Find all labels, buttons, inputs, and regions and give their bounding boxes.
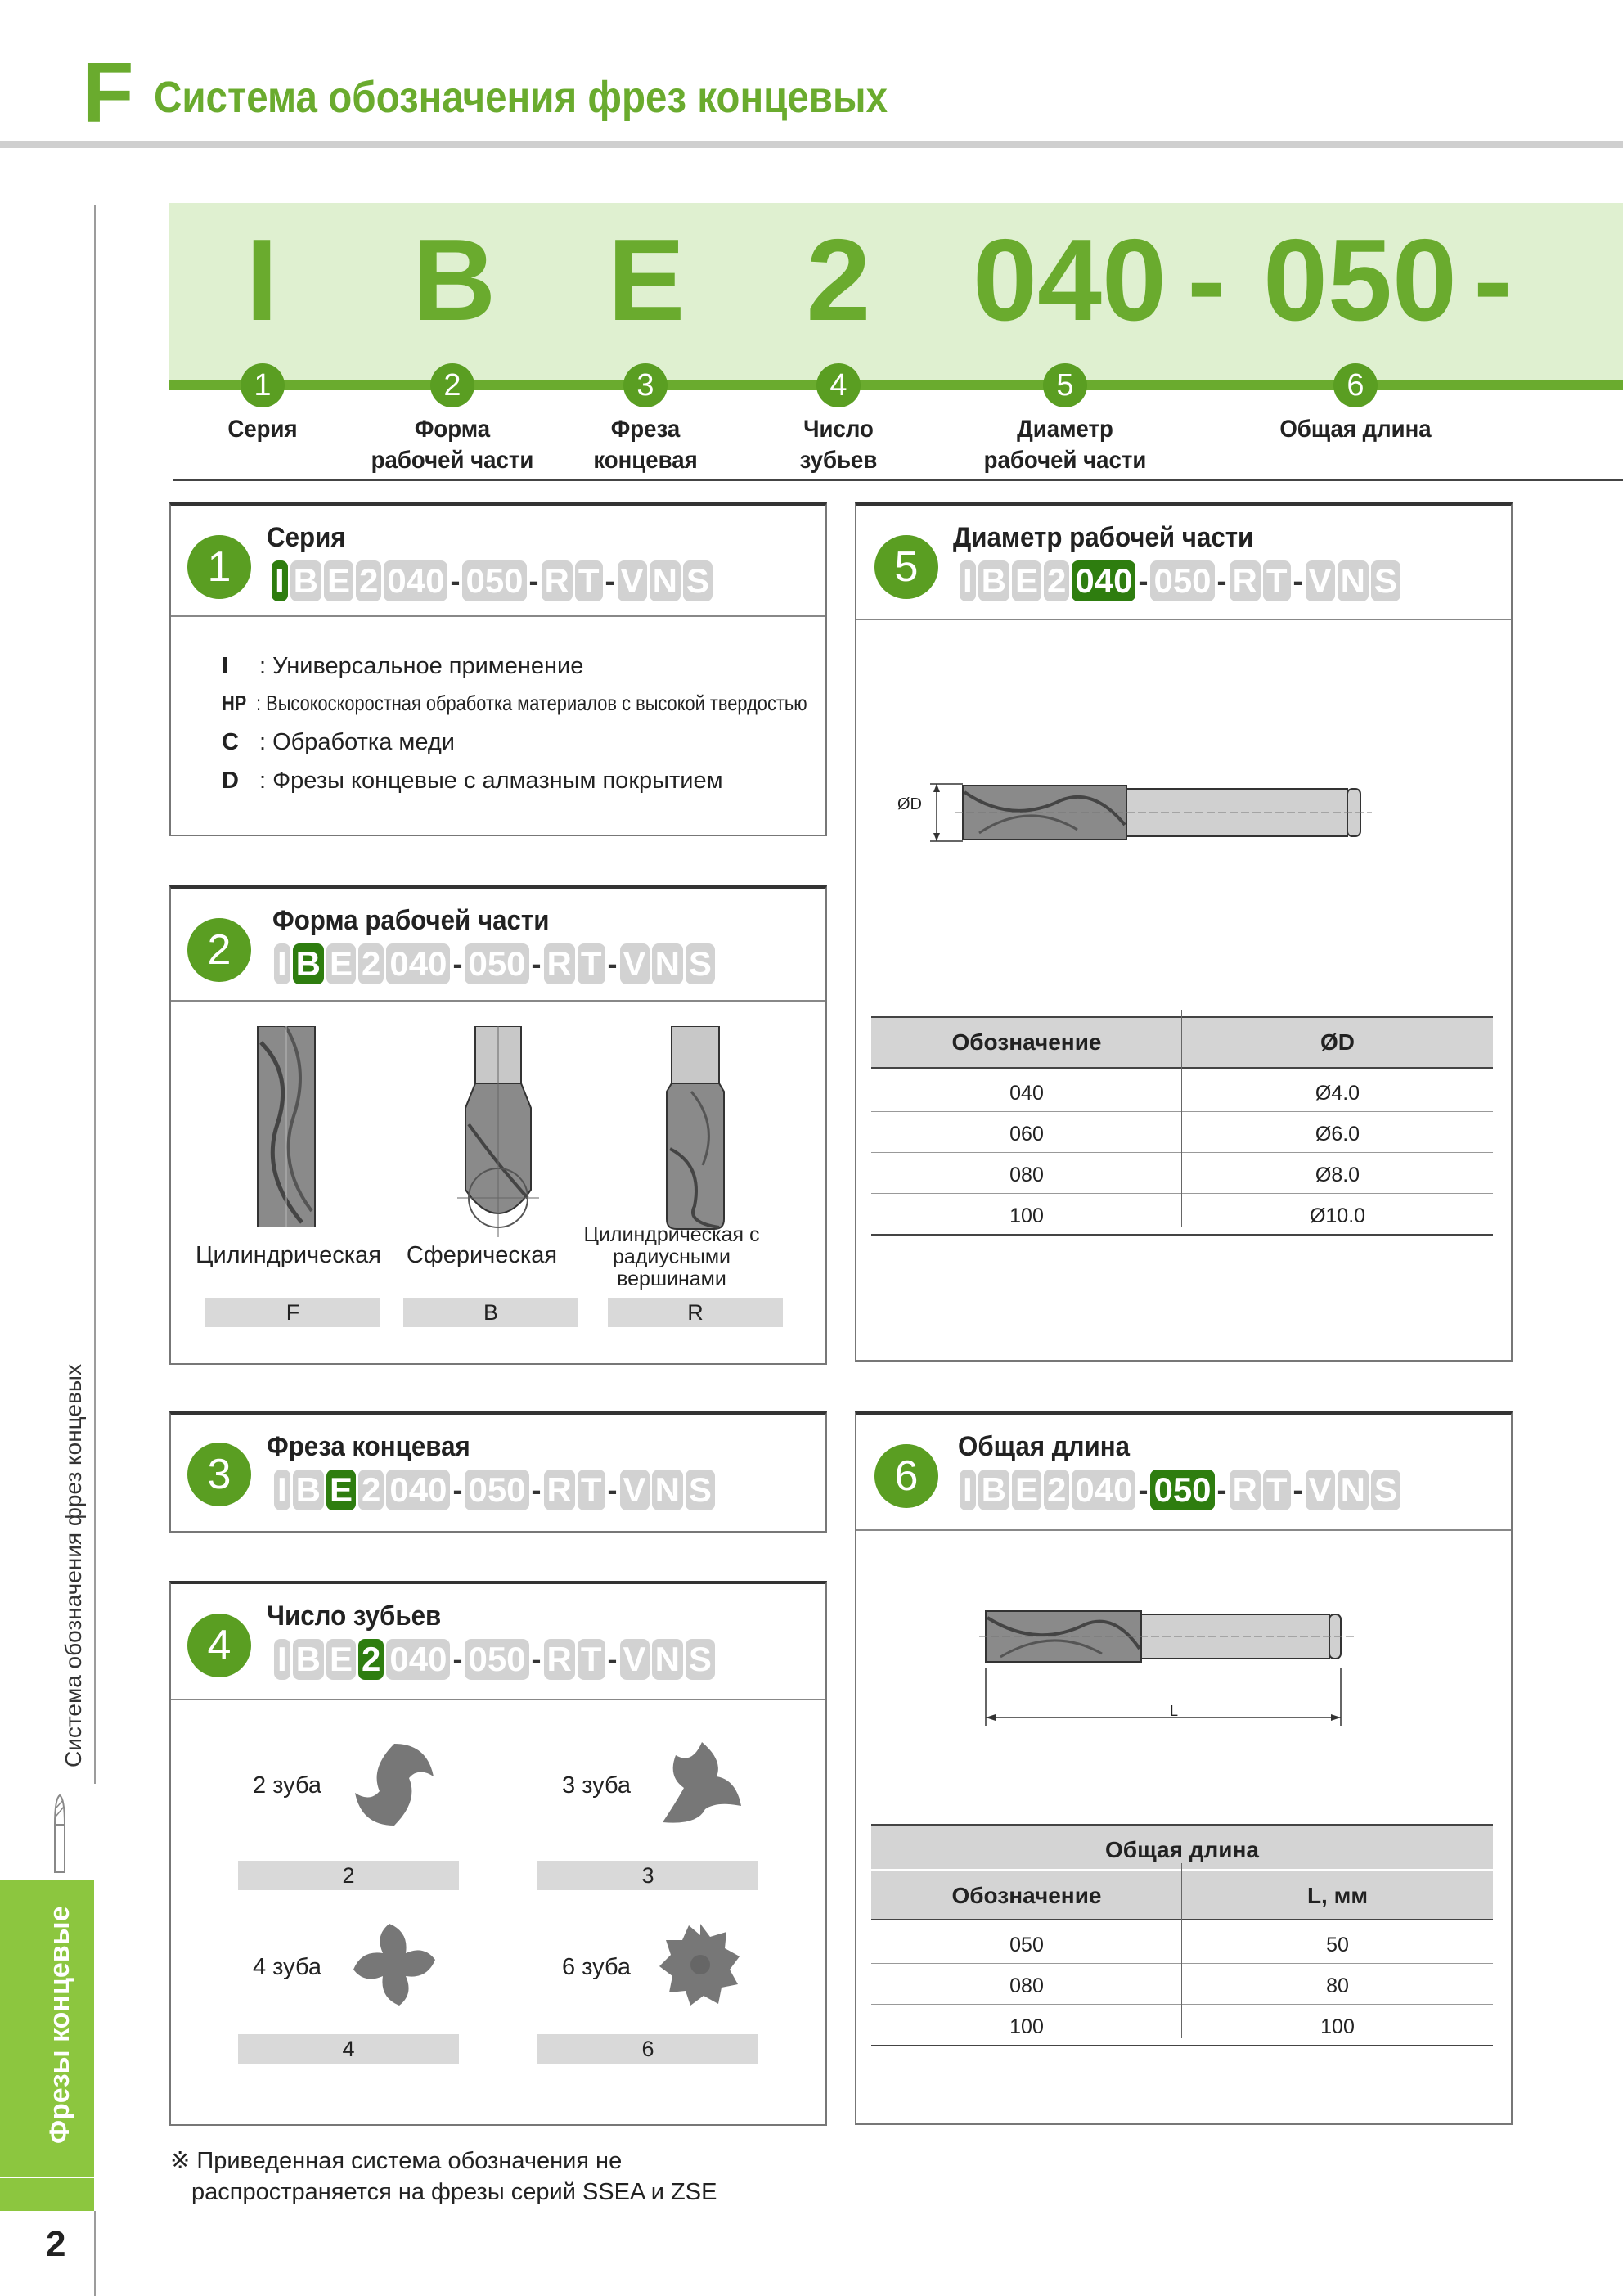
section-number: 4 bbox=[187, 1614, 251, 1677]
column-header: Обозначение bbox=[951, 1883, 1102, 1908]
code-segment: 040 bbox=[1072, 1470, 1135, 1510]
shape-name: Сферическая bbox=[406, 1242, 558, 1268]
section-divider bbox=[856, 1529, 1511, 1531]
section-title: Число зубьев bbox=[267, 1600, 442, 1632]
section-divider bbox=[171, 1699, 825, 1700]
section-length bbox=[855, 1411, 1513, 2125]
section-letter: F bbox=[82, 46, 134, 141]
code-band-line bbox=[169, 380, 1623, 390]
code-segment: 2 bbox=[358, 1639, 384, 1680]
code-segment: R bbox=[544, 943, 575, 984]
section-diameter bbox=[855, 502, 1513, 1362]
code-char-dash: - bbox=[1187, 215, 1226, 345]
table-cell: 100 bbox=[1320, 2015, 1355, 2038]
code-segment: T bbox=[578, 943, 605, 984]
code-segment: E bbox=[324, 560, 353, 601]
side-tab-letter: F bbox=[0, 2178, 94, 2211]
table-caption: Общая длина bbox=[1105, 1837, 1259, 1862]
code-segment: R bbox=[544, 1639, 575, 1680]
code-dash: - bbox=[1293, 564, 1303, 597]
ball-end-mill-image bbox=[457, 1026, 539, 1237]
position-label: Общая длина bbox=[1279, 416, 1432, 443]
code-char-series: I bbox=[245, 215, 278, 345]
code-segment: B bbox=[978, 1470, 1009, 1510]
position-label: Фреза концевая bbox=[593, 416, 698, 474]
code-segment: R bbox=[1230, 560, 1261, 601]
row-divider bbox=[871, 1963, 1493, 1964]
row-divider bbox=[871, 2004, 1493, 2005]
table-cell: Ø6.0 bbox=[1315, 1123, 1360, 1146]
code-dash: - bbox=[607, 1642, 618, 1676]
series-item: I : Универсальное применение bbox=[222, 653, 584, 679]
table-rule bbox=[871, 1919, 1493, 1920]
code-dash: - bbox=[1216, 1473, 1227, 1506]
code-segment: S bbox=[683, 560, 713, 601]
position-label: Число зубьев bbox=[799, 416, 878, 474]
code-segment: I bbox=[274, 1639, 290, 1680]
code-dash: - bbox=[1293, 1473, 1303, 1506]
table-cell: 050 bbox=[1009, 1934, 1044, 1956]
code-segment: 040 bbox=[1072, 560, 1135, 601]
code-dash: - bbox=[607, 947, 618, 980]
table-rule bbox=[871, 1067, 1493, 1069]
header-rule bbox=[0, 141, 1623, 148]
row-divider bbox=[871, 1152, 1493, 1153]
end-mill-length-drawing bbox=[971, 1603, 1396, 1734]
position-marker-3: 3 bbox=[623, 363, 668, 407]
code-segment: V bbox=[620, 1639, 650, 1680]
teeth-label: 3 зуба bbox=[562, 1772, 632, 1799]
code-segment: V bbox=[1306, 560, 1335, 601]
code-dash: - bbox=[452, 947, 463, 980]
teeth-code: 2 bbox=[238, 1861, 459, 1890]
code-dash: - bbox=[605, 564, 615, 597]
code-segment: S bbox=[686, 1470, 715, 1510]
code-segment: N bbox=[1338, 560, 1369, 601]
shape-code: R bbox=[608, 1298, 783, 1327]
section-title: Диаметр рабочей части bbox=[953, 522, 1254, 553]
code-segment: 040 bbox=[386, 1639, 450, 1680]
diameter-label: ØD bbox=[897, 795, 922, 813]
section-number: 1 bbox=[187, 535, 251, 599]
footnote-line: Приведенная система обозначения не bbox=[196, 2148, 623, 2174]
footnote-line: распространяется на фрезы серий SSEA и ZSE bbox=[191, 2179, 717, 2205]
section-title: Фреза концевая bbox=[267, 1431, 470, 1462]
section-teeth bbox=[169, 1581, 827, 2126]
code-char-shape: B bbox=[411, 215, 497, 345]
shape-name: Цилиндрическая bbox=[196, 1242, 381, 1268]
codebar bbox=[960, 560, 1400, 602]
code-segment: 050 bbox=[1150, 1470, 1214, 1510]
table-header bbox=[871, 1826, 1493, 1919]
table-cell: 080 bbox=[1009, 1164, 1044, 1186]
code-segment: 050 bbox=[1150, 560, 1214, 601]
code-char-length: 050 bbox=[1263, 215, 1457, 345]
column-header: ØD bbox=[1320, 1029, 1355, 1055]
code-segment: 040 bbox=[386, 1470, 450, 1510]
column-header: L, мм bbox=[1306, 1883, 1369, 1908]
code-dash: - bbox=[1138, 564, 1149, 597]
code-segment: N bbox=[1338, 1470, 1369, 1510]
code-segment: E bbox=[326, 1470, 356, 1510]
code-segment: N bbox=[652, 1470, 683, 1510]
code-segment: 040 bbox=[386, 943, 450, 984]
position-marker-4: 4 bbox=[816, 363, 861, 407]
code-segment: 2 bbox=[1044, 560, 1069, 601]
section-number: 6 bbox=[874, 1444, 938, 1508]
section-divider bbox=[856, 619, 1511, 620]
position-marker-1: 1 bbox=[241, 363, 285, 407]
code-segment: N bbox=[650, 560, 681, 601]
teeth-code: 6 bbox=[537, 2034, 758, 2064]
side-vertical-title: Система обозначения фрез концевых bbox=[61, 1364, 86, 1767]
code-dash: - bbox=[1216, 564, 1227, 597]
end-mill-icon bbox=[47, 1792, 72, 1874]
position-marker-6: 6 bbox=[1333, 363, 1378, 407]
page-title: Система обозначения фрез концевых bbox=[154, 73, 888, 122]
code-segment: V bbox=[620, 943, 650, 984]
code-segment: B bbox=[293, 1470, 324, 1510]
position-marker-5: 5 bbox=[1043, 363, 1087, 407]
section-number: 3 bbox=[187, 1443, 251, 1506]
code-segment: I bbox=[274, 943, 290, 984]
footnote-mark: ※ bbox=[170, 2148, 191, 2174]
position-marker-2: 2 bbox=[430, 363, 474, 407]
end-mill-diameter-drawing bbox=[914, 776, 1437, 849]
code-dash: - bbox=[607, 1473, 618, 1506]
code-band-underline bbox=[173, 479, 1623, 481]
code-segment: B bbox=[293, 943, 324, 984]
code-segment: E bbox=[1012, 560, 1041, 601]
section-title: Общая длина bbox=[958, 1431, 1131, 1462]
code-dash: - bbox=[452, 1642, 463, 1676]
code-segment: T bbox=[575, 560, 603, 601]
code-segment: T bbox=[578, 1639, 605, 1680]
six-flute-section-icon bbox=[655, 1920, 745, 2010]
code-char-teeth: 2 bbox=[806, 215, 871, 345]
code-segment: S bbox=[1371, 560, 1400, 601]
table-cell: Ø4.0 bbox=[1315, 1082, 1360, 1105]
teeth-code: 4 bbox=[238, 2034, 459, 2064]
section-endmill bbox=[169, 1411, 827, 1533]
code-segment: 050 bbox=[465, 1639, 528, 1680]
code-segment: E bbox=[326, 1639, 356, 1680]
code-char-type: E bbox=[607, 215, 686, 345]
table-rule bbox=[871, 1234, 1493, 1236]
code-segment: N bbox=[652, 943, 683, 984]
flat-end-mill-image bbox=[253, 1026, 320, 1227]
row-divider bbox=[871, 1111, 1493, 1112]
code-segment: S bbox=[1371, 1470, 1400, 1510]
column-header: Обозначение bbox=[951, 1029, 1102, 1055]
code-segment: E bbox=[1012, 1470, 1041, 1510]
code-segment: I bbox=[960, 560, 976, 601]
section-number: 5 bbox=[874, 535, 938, 599]
position-label: Серия bbox=[227, 416, 298, 443]
side-divider bbox=[94, 205, 96, 1784]
footnote bbox=[170, 2145, 717, 2208]
code-segment: R bbox=[544, 1470, 575, 1510]
code-segment: I bbox=[274, 1470, 290, 1510]
section-shape bbox=[169, 885, 827, 1365]
three-flute-section-icon bbox=[655, 1740, 745, 1830]
teeth-label: 2 зуба bbox=[253, 1772, 322, 1799]
code-segment: S bbox=[686, 1639, 715, 1680]
page-number: 2 bbox=[46, 2224, 66, 2264]
column-divider bbox=[1181, 1010, 1182, 1227]
code-segment: B bbox=[290, 560, 321, 601]
code-segment: 050 bbox=[465, 943, 528, 984]
code-dash: - bbox=[450, 564, 461, 597]
series-item: D : Фрезы концевые с алмазным покрытием bbox=[222, 768, 723, 794]
code-char-diameter: 040 bbox=[973, 215, 1167, 345]
page-number-divider bbox=[94, 2211, 96, 2296]
section-divider bbox=[171, 1000, 825, 1002]
code-segment: T bbox=[1263, 1470, 1291, 1510]
code-segment: V bbox=[618, 560, 647, 601]
table-cell: Ø10.0 bbox=[1309, 1204, 1366, 1227]
codebar bbox=[274, 1638, 715, 1681]
corner-radius-end-mill-image bbox=[662, 1026, 729, 1231]
two-flute-section-icon bbox=[349, 1740, 439, 1830]
code-dash: - bbox=[531, 947, 542, 980]
code-dash: - bbox=[528, 564, 539, 597]
code-segment: T bbox=[1263, 560, 1291, 601]
table-rule bbox=[871, 2045, 1493, 2046]
table-cell: 100 bbox=[1009, 2015, 1044, 2038]
code-dash: - bbox=[531, 1642, 542, 1676]
code-segment: S bbox=[686, 943, 715, 984]
codebar bbox=[274, 943, 715, 985]
table-header bbox=[871, 1018, 1493, 1067]
series-item: C : Обработка меди bbox=[222, 729, 455, 755]
column-divider bbox=[1181, 1863, 1182, 2038]
table-cell: Ø8.0 bbox=[1315, 1164, 1360, 1186]
code-segment: R bbox=[542, 560, 573, 601]
table-cell: 80 bbox=[1326, 1974, 1349, 1997]
table-cell: 50 bbox=[1326, 1934, 1349, 1956]
code-segment: 2 bbox=[356, 560, 381, 601]
shape-code: B bbox=[403, 1298, 578, 1327]
code-dash: - bbox=[452, 1473, 463, 1506]
position-label: Форма рабочей части bbox=[371, 416, 534, 474]
position-label: Диаметр рабочей части bbox=[983, 416, 1147, 474]
code-segment: T bbox=[578, 1470, 605, 1510]
code-segment: 050 bbox=[462, 560, 526, 601]
code-segment: V bbox=[620, 1470, 650, 1510]
table-cell: 060 bbox=[1009, 1123, 1044, 1146]
code-segment: R bbox=[1230, 1470, 1261, 1510]
code-dash: - bbox=[531, 1473, 542, 1506]
code-segment: 2 bbox=[1044, 1470, 1069, 1510]
teeth-label: 6 зуба bbox=[562, 1954, 632, 1980]
code-segment: E bbox=[326, 943, 356, 984]
section-series bbox=[169, 502, 827, 836]
code-segment: B bbox=[978, 560, 1009, 601]
table-cell: 100 bbox=[1009, 1204, 1044, 1227]
side-section-tab: Фрезы концевые bbox=[44, 1906, 75, 2144]
table-cell: 080 bbox=[1009, 1974, 1044, 1997]
series-item: HP : Высокоскоростная обработка материалов с высокой твердостью bbox=[222, 691, 807, 715]
code-char-dash: - bbox=[1473, 215, 1513, 345]
code-segment: V bbox=[1306, 1470, 1335, 1510]
code-segment: I bbox=[272, 560, 288, 601]
row-divider bbox=[871, 1193, 1493, 1194]
code-segment: B bbox=[293, 1639, 324, 1680]
section-title: Форма рабочей части bbox=[272, 905, 550, 936]
code-segment: 2 bbox=[358, 943, 384, 984]
shape-name: Цилиндрическая с радиусными вершинами bbox=[583, 1223, 760, 1290]
length-label: L bbox=[1170, 1703, 1179, 1719]
codebar bbox=[272, 560, 713, 602]
section-number: 2 bbox=[187, 918, 251, 982]
header-divider bbox=[871, 1869, 1493, 1871]
code-segment: I bbox=[960, 1470, 976, 1510]
teeth-code: 3 bbox=[537, 1861, 758, 1890]
section-title: Серия bbox=[267, 522, 346, 553]
code-segment: 2 bbox=[358, 1470, 384, 1510]
code-segment: N bbox=[652, 1639, 683, 1680]
table-cell: 040 bbox=[1009, 1082, 1044, 1105]
codebar bbox=[274, 1469, 715, 1511]
section-divider bbox=[171, 615, 825, 617]
four-flute-section-icon bbox=[349, 1920, 439, 2010]
code-dash: - bbox=[1138, 1473, 1149, 1506]
shape-code: F bbox=[205, 1298, 380, 1327]
codebar bbox=[960, 1469, 1400, 1511]
code-segment: 040 bbox=[384, 560, 447, 601]
teeth-label: 4 зуба bbox=[253, 1954, 322, 1980]
code-segment: 050 bbox=[465, 1470, 528, 1510]
